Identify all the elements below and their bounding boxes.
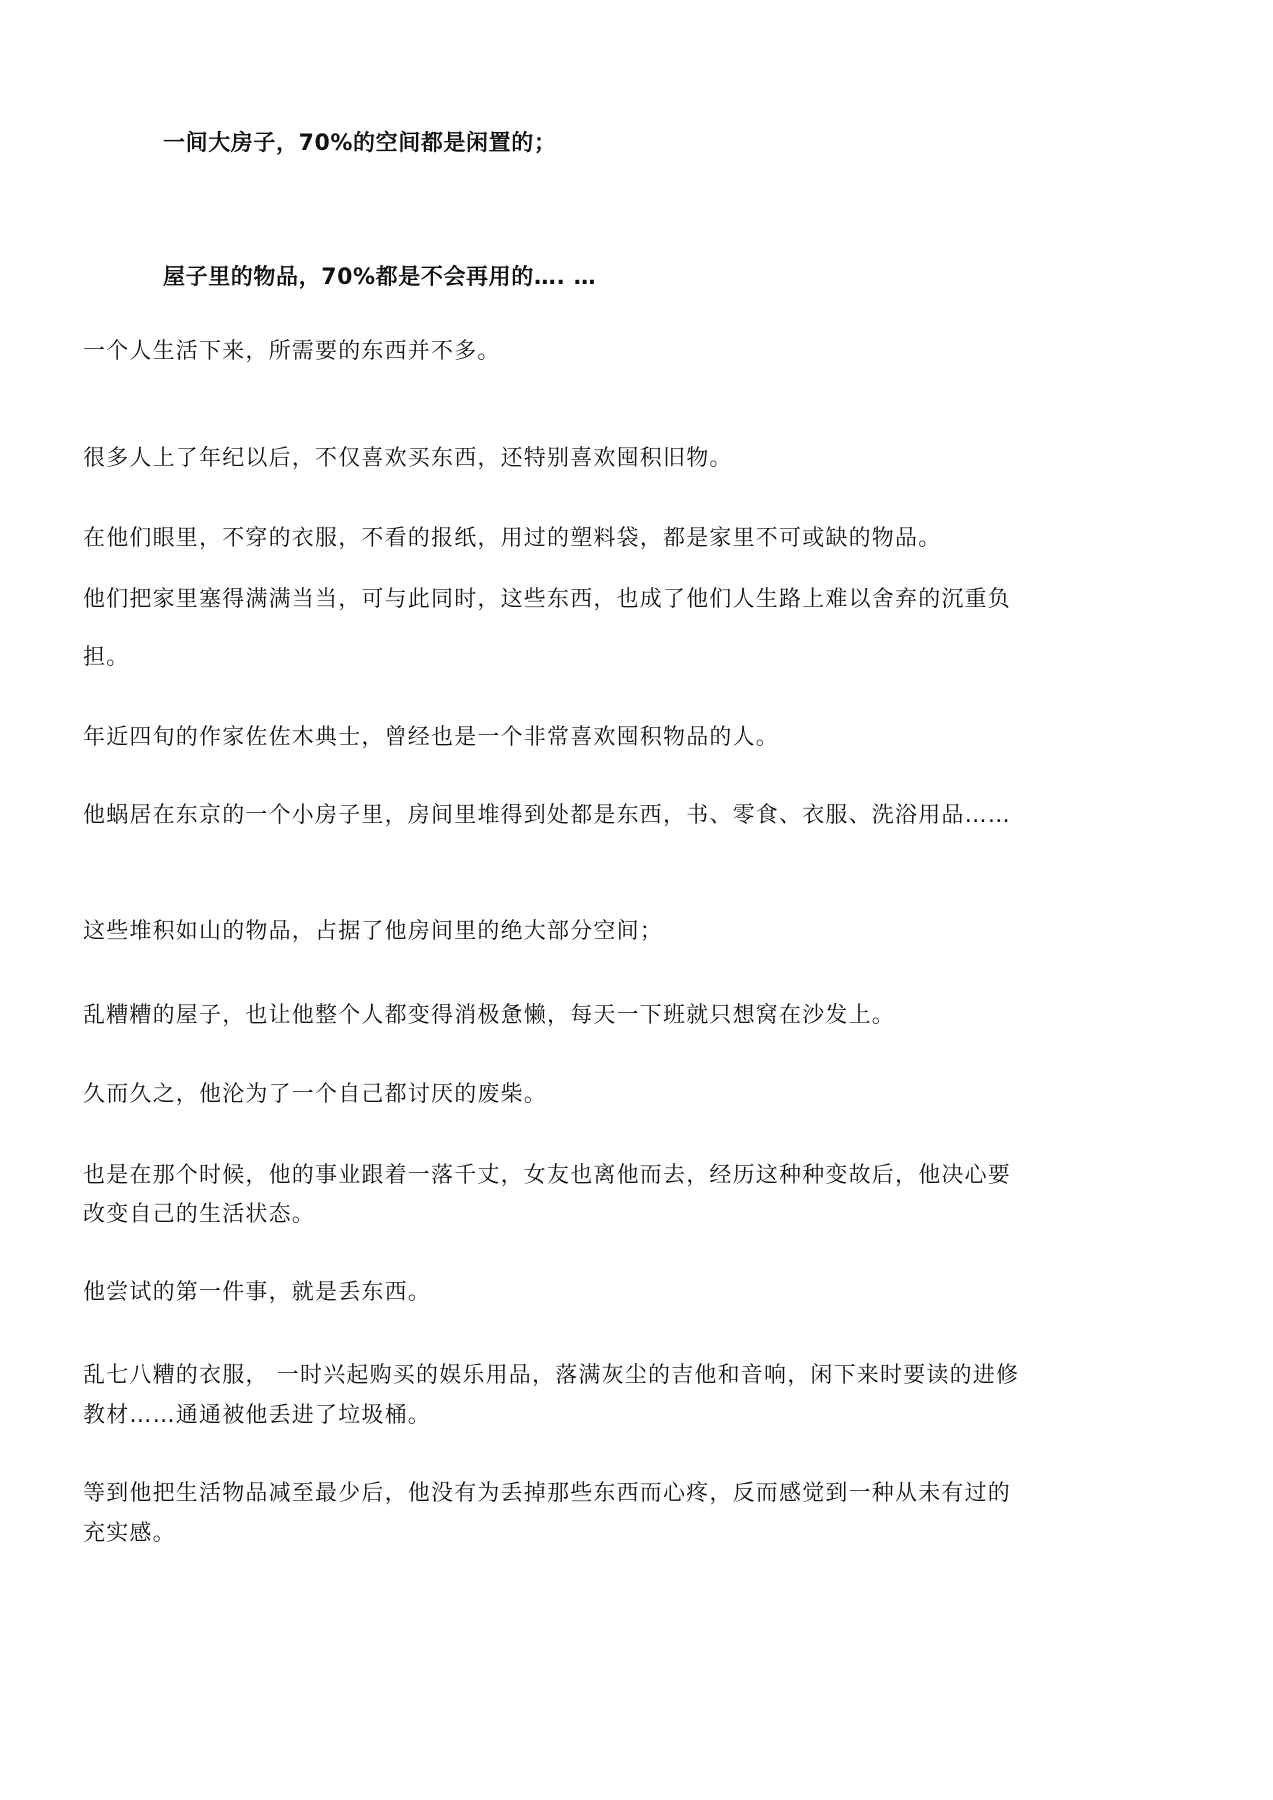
paragraph-line: 很多人上了年纪以后，不仅喜欢买东西，还特别喜欢囤积旧物。 xyxy=(83,446,733,471)
paragraph-line: 等到他把生活物品减至最少后，他没有为丢掉那些东西而心疼，反而感觉到一种从未有过的 xyxy=(83,1481,1012,1506)
paragraph-line: 年近四旬的作家佐佐木典士，曾经也是一个非常喜欢囤积物品的人。 xyxy=(83,725,780,750)
paragraph-line: 也是在那个时候，他的事业跟着一落千丈，女友也离他而去，经历这种种变故后，他决心要 xyxy=(83,1163,1012,1188)
heading-idle-space: 一间大房子，70%的空间都是闲置的； xyxy=(163,131,557,156)
paragraph-line: 教材……通通被他丢进了垃圾桶。 xyxy=(83,1403,432,1428)
paragraph-line: 一个人生活下来，所需要的东西并不多。 xyxy=(83,339,501,364)
paragraph-line: 乱糟糟的屋子，也让他整个人都变得消极惫懒，每天一下班就只想窝在沙发上。 xyxy=(83,1003,896,1028)
paragraph-line: 久而久之，他沦为了一个自己都讨厌的废柴。 xyxy=(83,1082,548,1107)
paragraph-line: 乱七八糟的衣服， 一时兴起购买的娱乐用品，落满灰尘的吉他和音响，闲下来时要读的进修 xyxy=(83,1363,1020,1388)
paragraph-line: 他蜗居在东京的一个小房子里，房间里堆得到处都是东西，书、零食、衣服、洗浴用品…… xyxy=(83,803,1012,828)
paragraph-line: 充实感。 xyxy=(83,1521,176,1546)
paragraph-line: 他尝试的第一件事，就是丢东西。 xyxy=(83,1280,432,1305)
paragraph-line: 这些堆积如山的物品，占据了他房间里的绝大部分空间； xyxy=(83,919,664,944)
heading-unused-items: 屋子里的物品，70%都是不会再用的…. … xyxy=(163,265,597,290)
paragraph-line: 在他们眼里，不穿的衣服，不看的报纸，用过的塑料袋，都是家里不可或缺的物品。 xyxy=(83,526,942,551)
paragraph-line: 他们把家里塞得满满当当，可与此同时，这些东西，也成了他们人生路上难以舍弃的沉重负 xyxy=(83,587,1012,612)
paragraph-line: 担。 xyxy=(83,645,130,670)
paragraph-line: 改变自己的生活状态。 xyxy=(83,1202,316,1227)
